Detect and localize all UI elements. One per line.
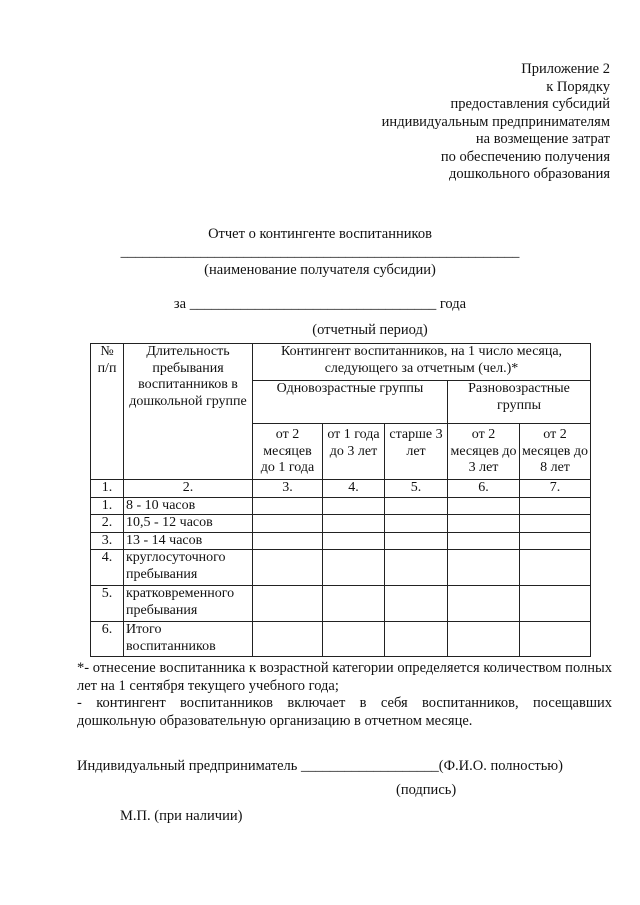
- table-row: [91, 622, 591, 657]
- data-cell[interactable]: [385, 532, 448, 550]
- data-cell[interactable]: [385, 515, 448, 533]
- row-label: Итого воспитанников: [124, 622, 253, 657]
- column-number: 6.: [448, 480, 520, 498]
- table-row: [91, 532, 591, 550]
- row-label: 10,5 - 12 часов: [124, 515, 253, 533]
- header-contingent: Контингент воспитанников, на 1 число месяца, следующего за отчетным (чел.)*: [253, 344, 591, 381]
- data-cell[interactable]: [520, 622, 591, 657]
- data-cell[interactable]: [253, 550, 323, 586]
- data-cell[interactable]: [253, 497, 323, 515]
- annex-header: [310, 61, 610, 184]
- column-number: 3.: [253, 480, 323, 498]
- recipient-name-blank: _______________________________________________________: [120, 244, 520, 260]
- row-num: 4.: [91, 550, 124, 586]
- header-same-age-groups: Одновозрастные группы: [253, 381, 448, 424]
- data-cell[interactable]: [323, 586, 385, 622]
- period-caption: (отчетный период): [312, 322, 428, 338]
- annex-line: предоставления субсидий: [450, 96, 610, 112]
- data-cell[interactable]: [253, 532, 323, 550]
- header-age-col: от 2 месяцев до 3 лет: [448, 424, 520, 480]
- footnotes: [77, 660, 612, 730]
- data-cell[interactable]: [448, 550, 520, 586]
- column-number: 1.: [91, 480, 124, 498]
- data-cell[interactable]: [448, 532, 520, 550]
- row-num: 2.: [91, 515, 124, 533]
- annex-line: к Порядку: [546, 78, 610, 95]
- signature-caption: (подпись): [396, 782, 457, 798]
- annex-line: по обеспечению получения: [440, 148, 610, 165]
- data-cell[interactable]: [253, 622, 323, 657]
- data-cell[interactable]: [520, 550, 591, 586]
- data-cell[interactable]: [385, 622, 448, 657]
- data-cell[interactable]: [520, 497, 591, 515]
- data-cell[interactable]: [323, 515, 385, 533]
- row-num: 3.: [91, 532, 124, 550]
- row-num: 1.: [91, 497, 124, 515]
- column-number: 5.: [385, 480, 448, 498]
- row-label: 8 - 10 часов: [124, 497, 253, 515]
- data-cell[interactable]: [253, 586, 323, 622]
- row-label: круглосуточного пребывания: [124, 550, 253, 586]
- period-line: за __________________________________ года: [173, 296, 467, 312]
- data-cell[interactable]: [323, 497, 385, 515]
- header-duration: Длительность пребывания воспитанников в дошкольной группе: [124, 344, 253, 480]
- data-cell[interactable]: [385, 550, 448, 586]
- table-row: [91, 515, 591, 533]
- footnote-age-category: *- отнесение воспитанника к возрастной категории определяется количеством полных лет на 1 сентября текущего учебного года;: [77, 660, 612, 694]
- header-age-col: старше 3 лет: [385, 424, 448, 480]
- signature-line: Индивидуальный предприниматель ___________________(Ф.И.О. полностью): [77, 758, 563, 774]
- data-cell[interactable]: [385, 586, 448, 622]
- header-mixed-age-groups: Разновозрастные группы: [448, 381, 591, 424]
- table-row: [91, 586, 591, 622]
- data-cell[interactable]: [520, 586, 591, 622]
- annex-line: Приложение 2: [521, 61, 610, 77]
- header-num: № п/п: [91, 344, 124, 480]
- annex-line: индивидуальным предпринимателям: [381, 113, 610, 130]
- row-label: 13 - 14 часов: [124, 532, 253, 550]
- data-cell[interactable]: [520, 532, 591, 550]
- data-cell[interactable]: [520, 515, 591, 533]
- data-cell[interactable]: [448, 497, 520, 515]
- header-age-col: от 2 месяцев до 8 лет: [520, 424, 591, 480]
- recipient-name-caption: (наименование получателя субсидии): [204, 262, 436, 278]
- column-number: 4.: [323, 480, 385, 498]
- data-cell[interactable]: [385, 497, 448, 515]
- data-cell[interactable]: [448, 622, 520, 657]
- column-number: 2.: [124, 480, 253, 498]
- row-label: кратковременного пребывания: [124, 586, 253, 622]
- contingent-table: [90, 343, 591, 657]
- data-cell[interactable]: [323, 532, 385, 550]
- footnote-contingent: - контингент воспитанников включает в себя воспитанников, посещавших дошкольную образовательную организацию в отчетном месяце.: [77, 695, 612, 729]
- header-age-col: от 2 месяцев до 1 года: [253, 424, 323, 480]
- header-age-col: от 1 года до 3 лет: [323, 424, 385, 480]
- column-number: 7.: [520, 480, 591, 498]
- row-num: 6.: [91, 622, 124, 657]
- stamp-place: М.П. (при наличии): [120, 808, 243, 824]
- data-cell[interactable]: [448, 515, 520, 533]
- report-title: Отчет о контингенте воспитанников: [208, 226, 432, 242]
- row-num: 5.: [91, 586, 124, 622]
- annex-line: дошкольного образования: [449, 166, 610, 182]
- table-row: [91, 497, 591, 515]
- data-cell[interactable]: [253, 515, 323, 533]
- data-cell[interactable]: [323, 622, 385, 657]
- table-row: [91, 550, 591, 586]
- data-cell[interactable]: [323, 550, 385, 586]
- annex-line: на возмещение затрат: [475, 131, 610, 147]
- data-cell[interactable]: [448, 586, 520, 622]
- column-number-row: [91, 480, 591, 498]
